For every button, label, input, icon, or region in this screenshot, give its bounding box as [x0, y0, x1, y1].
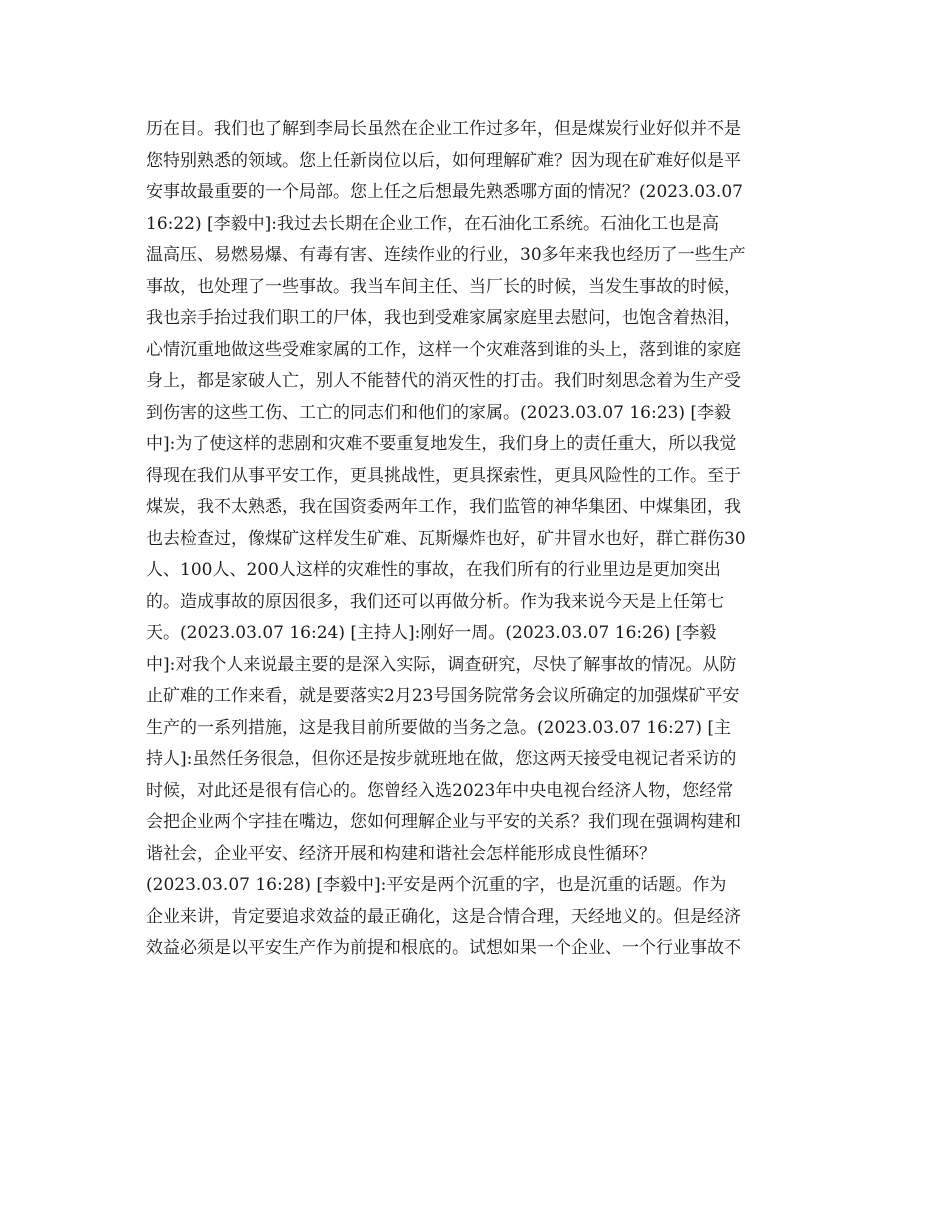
- text-line: 止矿难的工作来看，就是要落实2月23号国务院常务会议所确定的加强煤矿平安: [146, 686, 740, 706]
- text-line: 谐社会，企业平安、经济开展和构建和谐社会怎样能形成良性循环？: [146, 843, 656, 864]
- text-line: 效益必须是以平安生产作为前提和根底的。试想如果一个企业、一个行业事故不: [146, 938, 741, 958]
- text-line: 的。造成事故的原因很多，我们还可以再做分析。作为我来说今天是上任第七: [146, 591, 724, 612]
- text-line: 16:22) [李毅中]:我过去长期在企业工作，在石油化工系统。石油化工也是高: [146, 213, 720, 234]
- text-line: 会把企业两个字挂在嘴边，您如何理解企业与平安的关系？我们现在强调构建和: [146, 812, 741, 832]
- text-line: 持人]:虽然任务很急，但你还是按步就班地在做，您这两天接受电视记者采访的: [146, 749, 737, 769]
- text-line: 身上，都是家破人亡，别人不能替代的消灭性的打击。我们时刻思念着为生产受: [146, 371, 741, 391]
- text-line: 得现在我们从事平安工作，更具挑战性，更具探索性，更具风险性的工作。至于: [146, 465, 741, 486]
- text-line: 天。(2023.03.07 16:24) [主持人]:刚好一周。(2023.03.07 16:26) [李毅: [146, 623, 717, 643]
- text-line: 中]:为了使这样的悲剧和灾难不要重复地发生，我们身上的责任重大，所以我觉: [146, 434, 737, 454]
- text-line: 安事故最重要的一个局部。您上任之后想最先熟悉哪方面的情况？(2023.03.07: [146, 182, 743, 202]
- text-line: 历在目。我们也了解到李局长虽然在企业工作过多年，但是煤炭行业好似并不是: [146, 119, 741, 139]
- text-line: 也去检查过，像煤矿这样发生矿难、瓦斯爆炸也好，矿井冒水也好，群亡群伤30: [146, 528, 746, 549]
- body-text: [146, 114, 806, 965]
- text-line: 到伤害的这些工伤、工亡的同志们和他们的家属。(2023.03.07 16:23) [李毅: [146, 402, 732, 423]
- text-line: 中]:对我个人来说最主要的是深入实际，调查研究，尽快了解事故的情况。从防: [146, 654, 737, 675]
- text-line: 企业来讲，肯定要追求效益的最正确化，这是合情合理，天经地义的。但是经济: [146, 906, 741, 927]
- text-line: 生产的一系列措施，这是我目前所要做的当务之急。(2023.03.07 16:27) [主: [146, 717, 732, 738]
- text-line: 心情沉重地做这些受难家属的工作，这样一个灾难落到谁的头上，落到谁的家庭: [146, 339, 741, 360]
- text-line: (2023.03.07 16:28) [李毅中]:平安是两个沉重的字，也是沉重的话题。作为: [146, 875, 727, 895]
- text-line: 温高压、易燃易爆、有毒有害、连续作业的行业，30多年来我也经历了一些生产: [146, 245, 746, 265]
- text-line: 煤炭，我不太熟悉，我在国资委两年工作，我们监管的神华集团、中煤集团，我: [146, 497, 741, 517]
- text-line: 我也亲手抬过我们职工的尸体，我也到受难家属家庭里去慰问，也饱含着热泪，: [146, 308, 741, 328]
- text-line: 事故，也处理了一些事故。我当车间主任、当厂长的时候，当发生事故的时候，: [146, 276, 741, 297]
- text-line: 您特别熟悉的领域。您上任新岗位以后，如何理解矿难？因为现在矿难好似是平: [146, 150, 741, 171]
- text-line: 时候，对此还是很有信心的。您曾经入选2023年中央电视台经济人物，您经常: [146, 780, 734, 801]
- text-line: 人、100人、200人这样的灾难性的事故，在我们所有的行业里边是更加突出: [146, 560, 721, 580]
